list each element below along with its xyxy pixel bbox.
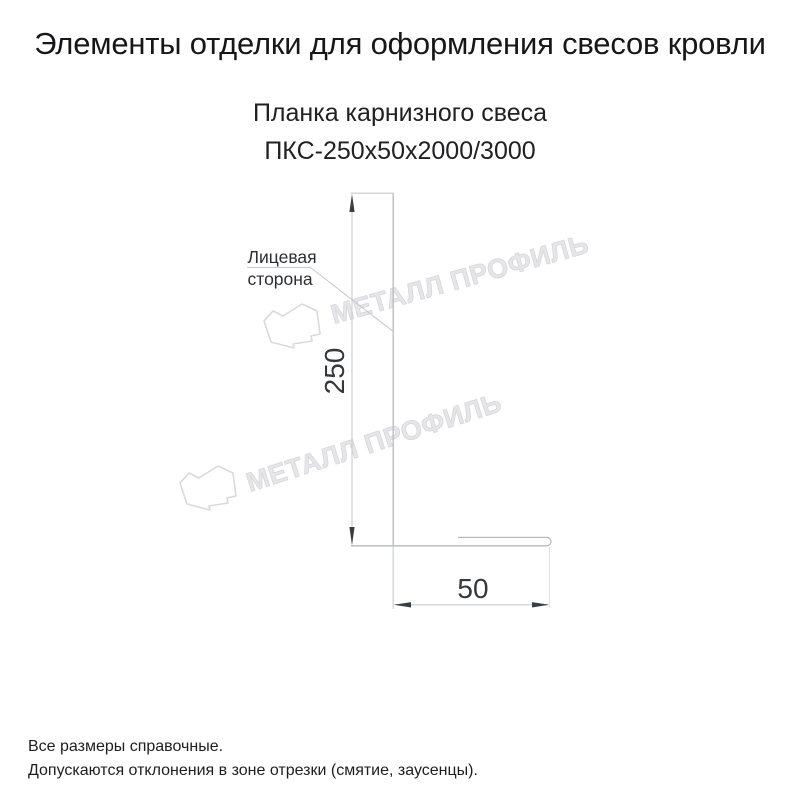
page-title: Элементы отделки для оформления свесов кровли: [34, 26, 766, 61]
width-dimension-value: 50: [457, 573, 489, 604]
product-code: ПКС-250х50х2000/3000: [264, 137, 536, 165]
metall-profil-logo-icon: [180, 466, 236, 510]
arrow-down-icon: [349, 527, 354, 545]
watermark-text: МЕТАЛЛ ПРОФИЛЬ: [242, 387, 506, 498]
profile-flange-line: [351, 537, 551, 545]
watermark-lower: [180, 387, 505, 510]
height-dimension-value: 250: [319, 347, 350, 395]
product-name: Планка карнизного свеса: [252, 99, 548, 127]
arrow-up-icon: [349, 194, 354, 212]
face-side-label-line2: сторона: [247, 269, 313, 289]
watermark-text: МЕТАЛЛ ПРОФИЛЬ: [327, 228, 593, 330]
footnote-line: Все размеры справочные.: [28, 738, 224, 755]
metall-profil-logo-icon: [264, 304, 320, 348]
footnotes: [28, 735, 478, 783]
face-side-label-line1: Лицевая: [247, 247, 317, 267]
arrow-right-icon: [532, 602, 549, 607]
footnote-line: Допускаются отклонения в зоне отрезки (смятие, заусенцы).: [28, 762, 478, 779]
arrow-left-icon: [394, 602, 411, 607]
